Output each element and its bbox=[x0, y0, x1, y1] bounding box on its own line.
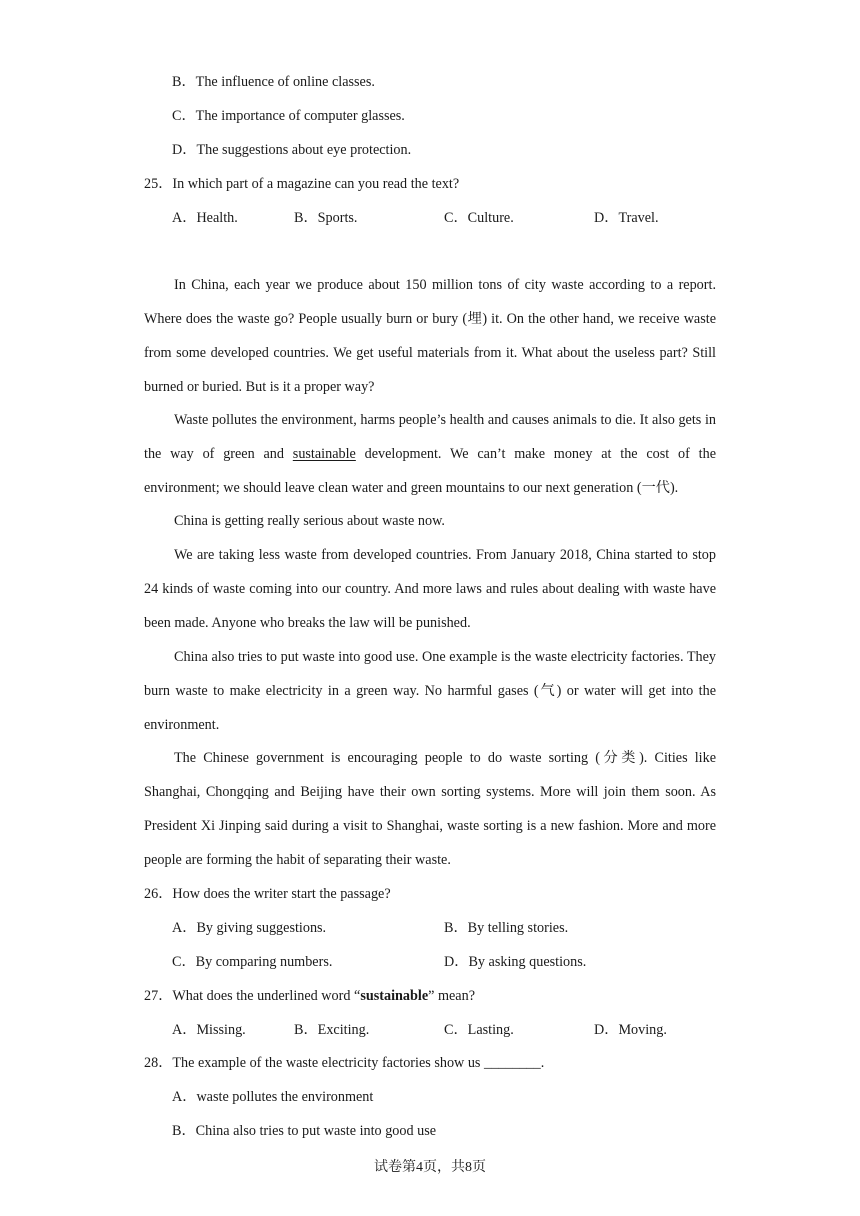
option-letter: B． bbox=[294, 210, 318, 226]
option-c[interactable] bbox=[172, 106, 405, 126]
q26-option-a[interactable] bbox=[172, 918, 326, 938]
option-b[interactable] bbox=[172, 72, 375, 92]
option-text: Travel. bbox=[618, 210, 659, 226]
option-text: By asking questions. bbox=[468, 954, 587, 970]
option-text: Missing. bbox=[196, 1022, 246, 1038]
option-letter: B． bbox=[172, 74, 196, 90]
stem-text: ” mean? bbox=[428, 988, 475, 1004]
option-text: Culture. bbox=[467, 210, 514, 226]
q27-option-d[interactable] bbox=[594, 1020, 667, 1040]
option-letter: B． bbox=[172, 1123, 196, 1139]
option-text: By telling stories. bbox=[467, 920, 569, 936]
q27-option-b[interactable] bbox=[294, 1020, 369, 1040]
q27-option-a[interactable] bbox=[172, 1020, 246, 1040]
paragraph-text: development. We can’t make money at the cost of the environment; we should leave clean water and green mountains to our next generation (一代). bbox=[144, 445, 716, 496]
option-letter: D． bbox=[172, 142, 197, 158]
option-text: The suggestions about eye protection. bbox=[196, 142, 412, 158]
option-d[interactable] bbox=[172, 140, 411, 160]
paragraph-text: China is getting really serious about waste now. bbox=[174, 513, 445, 529]
question-28-stem: 28．The example of the waste electricity factories show us ________. bbox=[144, 1055, 545, 1071]
passage-paragraph-5 bbox=[144, 641, 716, 743]
passage-paragraph-3 bbox=[144, 505, 716, 539]
option-text: Health. bbox=[196, 210, 238, 226]
option-text: Lasting. bbox=[467, 1022, 514, 1038]
q25-option-a[interactable] bbox=[172, 208, 238, 228]
option-text: The importance of computer glasses. bbox=[195, 108, 405, 124]
paragraph-text: In China, each year we produce about 150 million tons of city waste according to a report. Where does the waste go? People usually burn or bury (埋) it. On the other hand, we receive waste from some developed countries. We get useful materials from it. What about the useless part? Still burned or buried. But is it a proper way? bbox=[144, 277, 716, 395]
q28-option-a[interactable] bbox=[172, 1087, 373, 1107]
paragraph-text: The Chinese government is encouraging people to do waste sorting (分类). Cities like Shanghai, Chongqing and Beijing have their own sorting systems. More will join them soon. As President Xi Jinping said during a visit to Shanghai, waste sorting is a new fashion. More and more people are forming the habit of separating their waste. bbox=[144, 750, 716, 868]
option-letter: C． bbox=[172, 954, 196, 970]
passage-paragraph-4 bbox=[144, 539, 716, 641]
option-letter: B． bbox=[444, 920, 468, 936]
option-letter: C． bbox=[444, 1022, 468, 1038]
option-letter: A． bbox=[172, 920, 197, 936]
option-letter: C． bbox=[444, 210, 468, 226]
option-text: Moving. bbox=[618, 1022, 667, 1038]
q25-option-b[interactable] bbox=[294, 208, 357, 228]
option-letter: A． bbox=[172, 1089, 197, 1105]
option-text: The influence of online classes. bbox=[195, 74, 375, 90]
option-text: Sports. bbox=[317, 210, 358, 226]
question-26-stem: 26．How does the writer start the passage? bbox=[144, 886, 391, 902]
passage-paragraph-1 bbox=[144, 269, 716, 405]
question-27-stem bbox=[144, 986, 475, 1006]
stem-text: 27．What does the underlined word “ bbox=[144, 988, 361, 1004]
option-letter: A． bbox=[172, 210, 197, 226]
passage-paragraph-2 bbox=[144, 404, 716, 506]
passage-paragraph-6 bbox=[144, 742, 716, 878]
q26-option-d[interactable] bbox=[444, 952, 586, 972]
bold-word: sustainable bbox=[360, 988, 429, 1004]
q28-option-b[interactable] bbox=[172, 1121, 436, 1141]
question-25-stem: 25．In which part of a magazine can you read the text? bbox=[144, 176, 460, 192]
option-letter: D． bbox=[594, 210, 619, 226]
option-text: waste pollutes the environment bbox=[196, 1089, 374, 1105]
paragraph-text: We are taking less waste from developed countries. From January 2018, China started to stop 24 kinds of waste coming into our country. And more laws and rules about dealing with waste have been made. Anyone who breaks the law will be punished. bbox=[144, 547, 716, 631]
option-letter: B． bbox=[294, 1022, 318, 1038]
option-letter: D． bbox=[444, 954, 469, 970]
paragraph-text: Waste pollutes the environment, harms people’s health and causes animals to die. It also gets in the way of green and bbox=[144, 412, 716, 462]
option-letter: C． bbox=[172, 108, 196, 124]
option-letter: A． bbox=[172, 1022, 197, 1038]
page-footer: 试卷第4页，共8页 bbox=[374, 1160, 486, 1175]
q27-option-c[interactable] bbox=[444, 1020, 514, 1040]
option-text: Exciting. bbox=[317, 1022, 370, 1038]
q25-option-d[interactable] bbox=[594, 208, 659, 228]
q26-option-b[interactable] bbox=[444, 918, 568, 938]
option-text: By giving suggestions. bbox=[196, 920, 327, 936]
option-letter: D． bbox=[594, 1022, 619, 1038]
underlined-word: sustainable bbox=[292, 445, 356, 462]
option-text: By comparing numbers. bbox=[195, 954, 333, 970]
paragraph-text: China also tries to put waste into good use. One example is the waste electricity factories. They burn waste to make electricity in a green way. No harmful gases (气) or water will get into the environment. bbox=[144, 649, 716, 733]
q25-option-c[interactable] bbox=[444, 208, 514, 228]
q26-option-c[interactable] bbox=[172, 952, 332, 972]
option-text: China also tries to put waste into good use bbox=[195, 1123, 437, 1139]
